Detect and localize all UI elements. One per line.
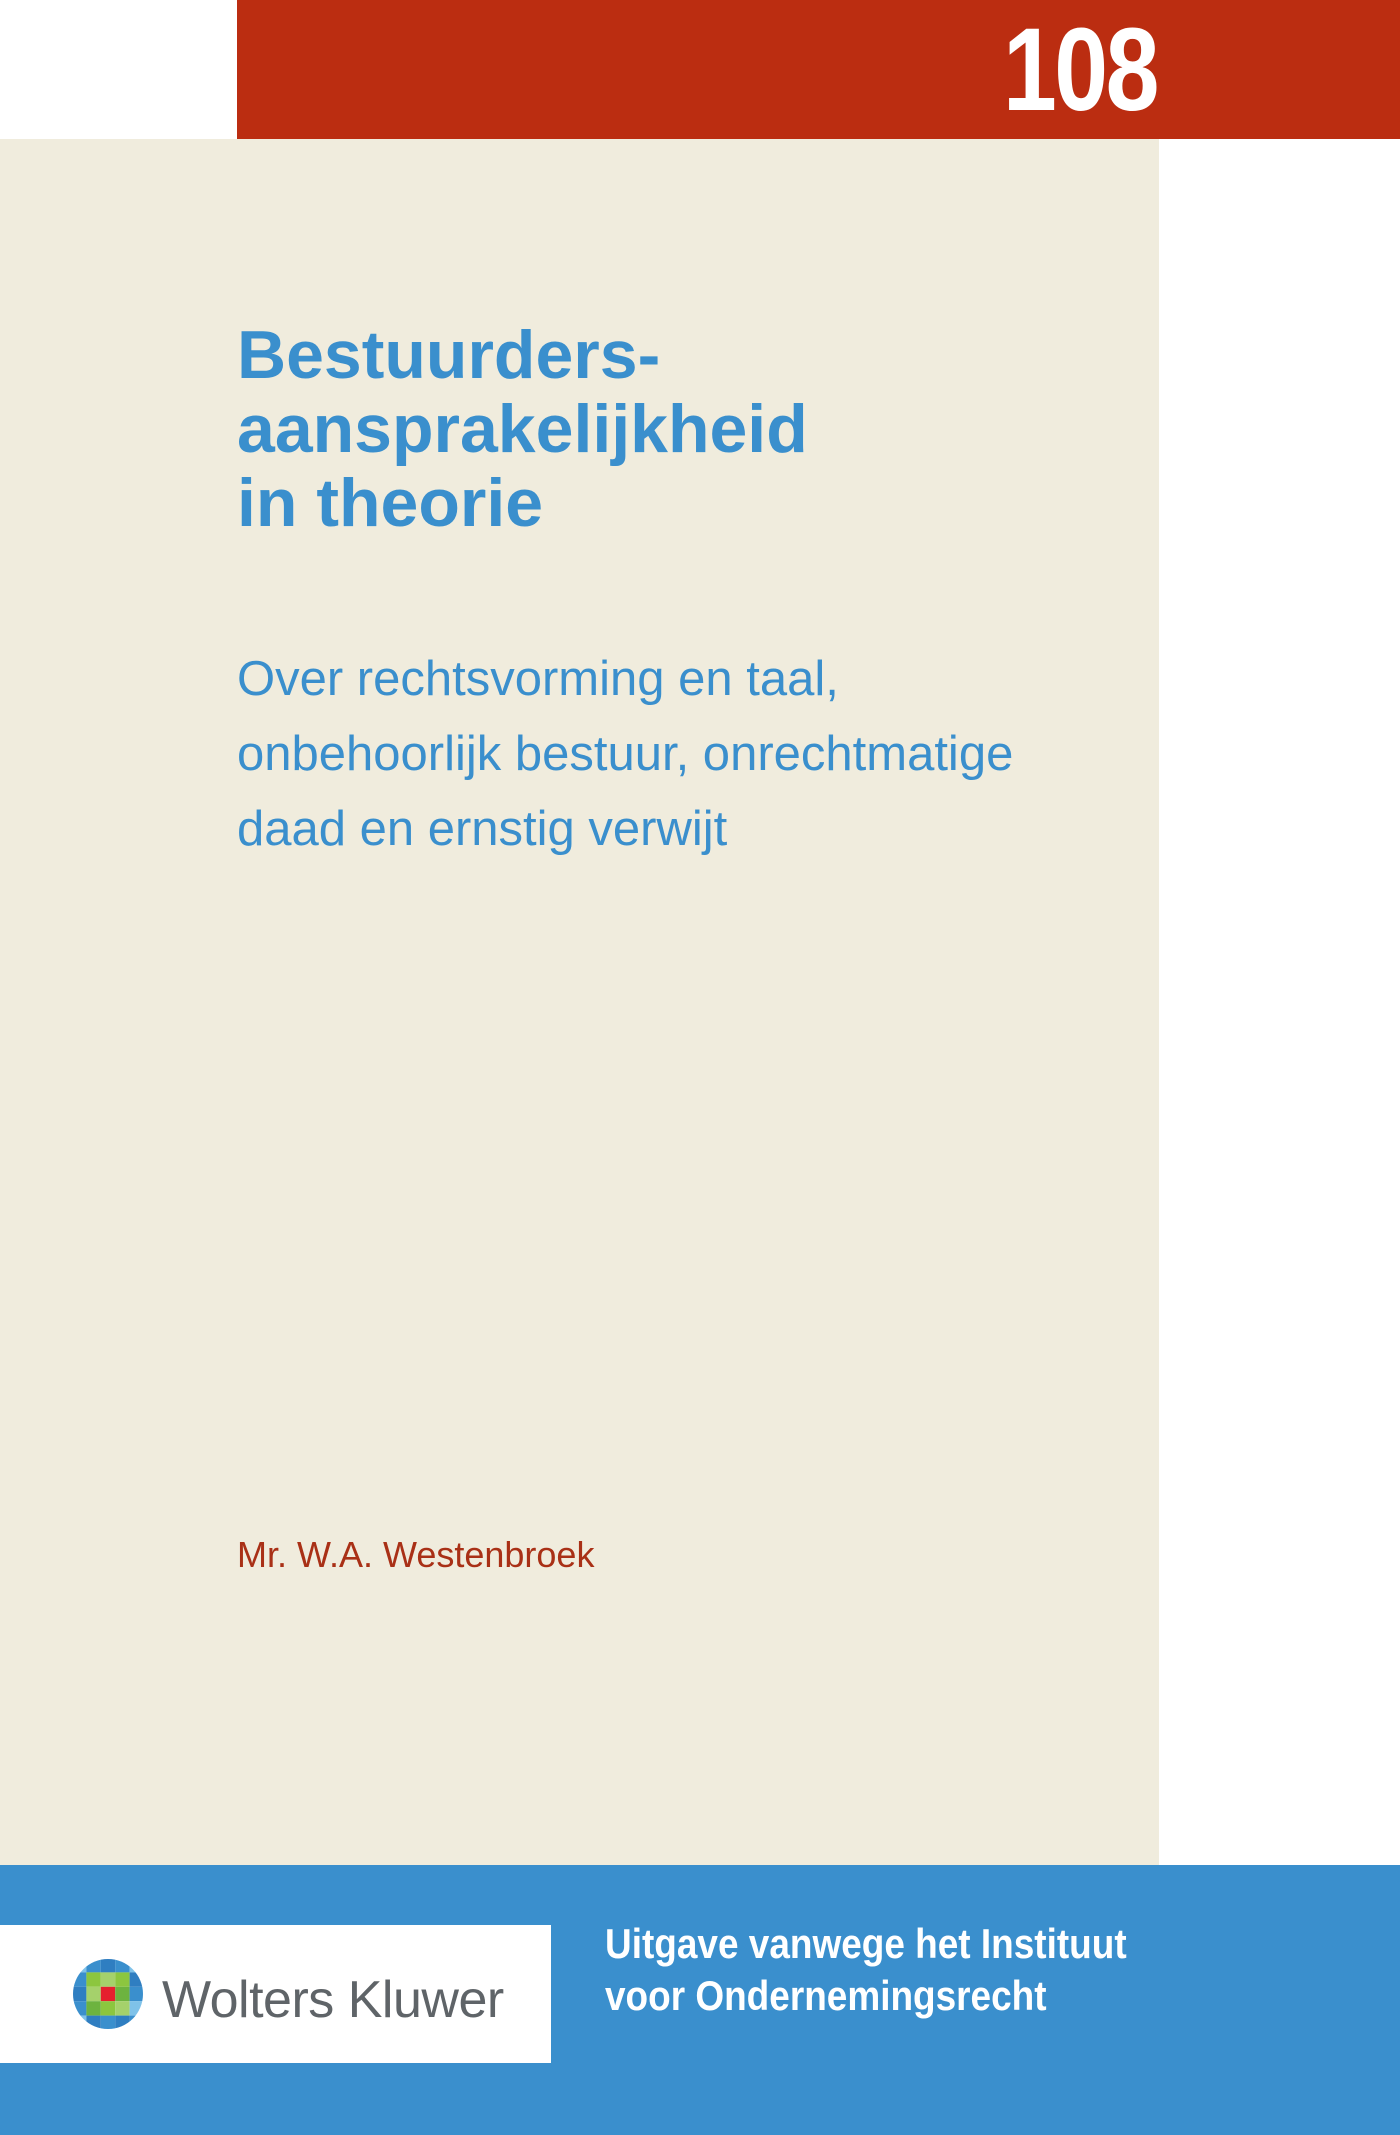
book-title-line: Bestuurders- <box>237 317 661 393</box>
book-title-line: in theorie <box>237 465 544 541</box>
wolters-kluwer-mosaic-icon <box>72 1958 144 2030</box>
series-band <box>237 0 1400 139</box>
book-subtitle-line: onbehoorlijk bestuur, onrechtmatige <box>237 727 1014 781</box>
book-author: Mr. W.A. Westenbroek <box>237 1534 595 1575</box>
book-subtitle-line: Over rechtsvorming en taal, <box>237 652 839 706</box>
book-subtitle-line: daad en ernstig verwijt <box>237 802 728 856</box>
publisher-note-line: voor Ondernemingsrecht <box>605 1972 1047 2019</box>
publisher-logo-text: Wolters Kluwer <box>162 1971 504 2029</box>
publisher-note-line: Uitgave vanwege het Instituut <box>605 1920 1127 1967</box>
series-number: 108 <box>1002 4 1158 136</box>
book-title-line: aansprakelijkheid <box>237 391 808 467</box>
book-title <box>237 318 1117 540</box>
publisher-note <box>605 1918 1133 2022</box>
book-subtitle <box>237 642 1137 867</box>
